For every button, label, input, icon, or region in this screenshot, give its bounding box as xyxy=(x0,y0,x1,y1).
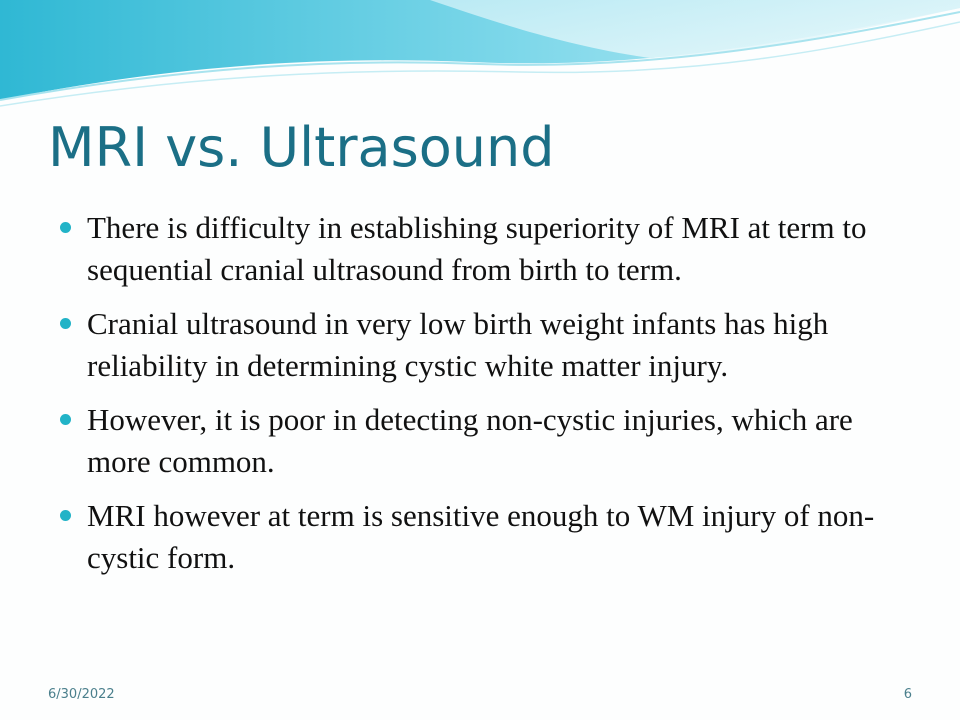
bullet-list xyxy=(60,207,920,591)
bullet-text: Cranial ultrasound in very low birth weight infants has high reliability in determining cystic white matter injury. xyxy=(87,306,829,383)
bullet-item xyxy=(60,399,920,483)
bullet-item xyxy=(60,207,920,291)
bullet-icon xyxy=(60,510,71,521)
bullet-text: However, it is poor in detecting non-cystic injuries, which are more common. xyxy=(87,402,853,479)
slide-title: MRI vs. Ultrasound xyxy=(48,116,555,179)
bullet-item xyxy=(60,303,920,387)
bullet-text: MRI however at term is sensitive enough to WM injury of non-cystic form. xyxy=(87,498,875,575)
bullet-icon xyxy=(60,222,71,233)
bullet-icon xyxy=(60,318,71,329)
bullet-icon xyxy=(60,414,71,425)
header-wave-decoration xyxy=(0,0,960,110)
bullet-item xyxy=(60,495,920,579)
footer-date: 6/30/2022 xyxy=(48,687,115,702)
slide-number: 6 xyxy=(903,687,912,702)
bullet-text: There is difficulty in establishing superiority of MRI at term to sequential cranial ultrasound from birth to term. xyxy=(87,210,867,287)
